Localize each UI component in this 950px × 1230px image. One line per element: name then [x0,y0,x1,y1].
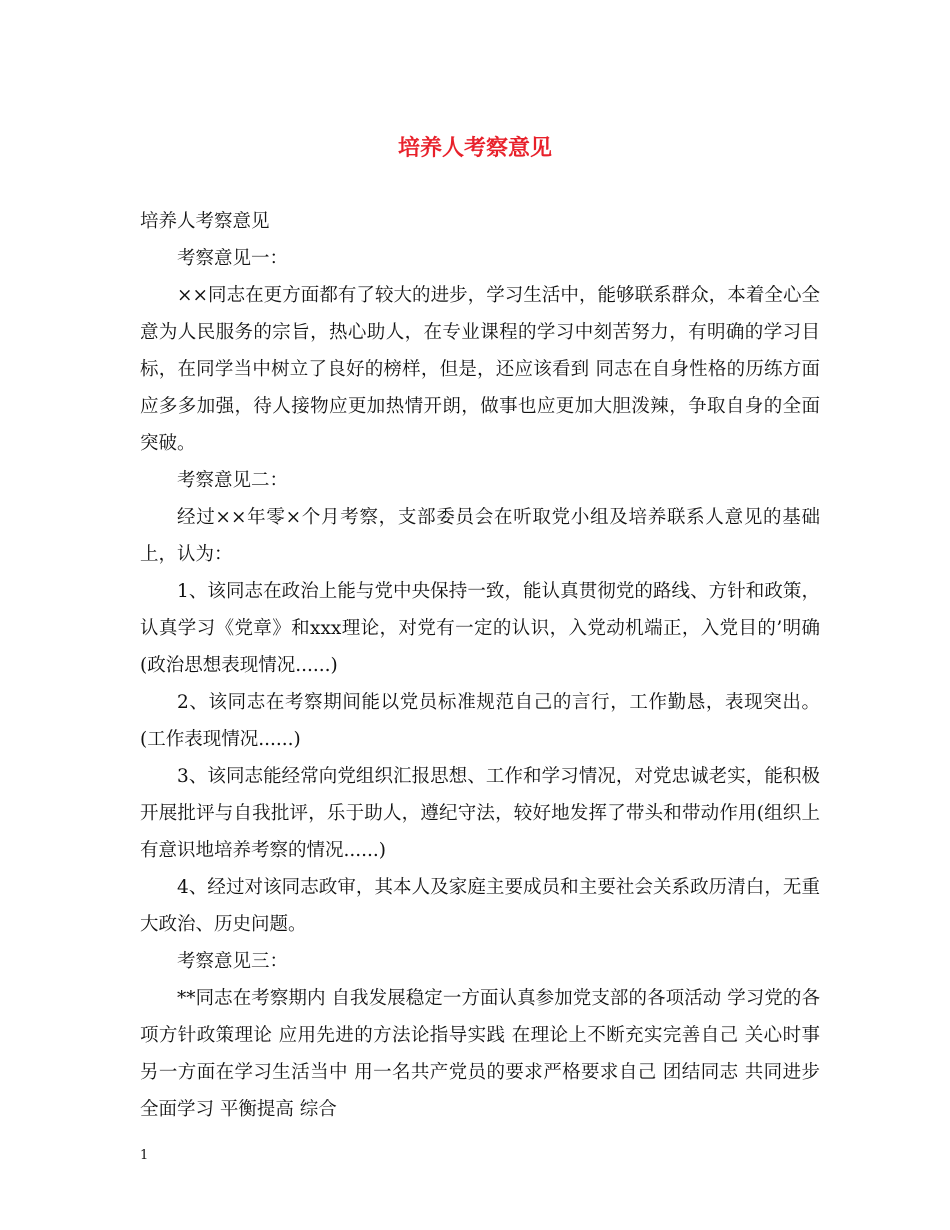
paragraph: ××同志在更方面都有了较大的进步，学习生活中，能够联系群众，本着全心全意为人民服务的宗旨，热心助人，在专业课程的学习中刻苦努力，有明确的学习目标，在同学当中树立了良好的榜样，但是，还应该看到 同志在自身性格的历练方面应多多加强，待人接物应更加热情开朗，做事也应更加大胆泼辣，争取自身的全面突破。 [140,285,820,454]
list-item: 3、该同志能经常向党组织汇报思想、工作和学习情况，对党忠诚老实，能积极开展批评与自我批评，乐于助人，遵纪守法，较好地发挥了带头和带动作用(组织上有意识地培养考察的情况......) [140,766,820,861]
list-item: 4、经过对该同志政审，其本人及家庭主要成员和主要社会关系政历清白，无重大政治、历史问题。 [140,877,820,935]
document-title: 培养人考察意见 [397,135,552,161]
section-heading: 考察意见一： [177,248,289,269]
list-item: 1、该同志在政治上能与党中央保持一致，能认真贯彻党的路线、方针和政策，认真学习《党章》和xxx理论，对党有一定的认识，入党动机端正，入党目的’明确(政治思想表现情况......) [140,581,820,676]
list-item: 2、该同志在考察期间能以党员标准规范自己的言行，工作勤恳，表现突出。(工作表现情况......) [140,692,820,750]
paragraph: 经过××年零×个月考察，支部委员会在听取党小组及培养联系人意见的基础上，认为： [140,507,820,565]
paragraph: **同志在考察期内 自我发展稳定一方面认真参加党支部的各项活动 学习党的各项方针政策理论 应用先进的方法论指导实践 在理论上不断充实完善自己 关心时事 另一方面在学习生活当中 用一名共产党员的要求严格要求自己 团结同志 共同进步 全面学习 平衡提高 综合 [140,988,820,1120]
document-body [140,203,820,1128]
page-number: 1 [140,1148,149,1163]
paragraph: 培养人考察意见 [140,211,270,232]
section-heading: 考察意见二： [177,470,289,491]
section-heading: 考察意见三： [177,951,289,972]
